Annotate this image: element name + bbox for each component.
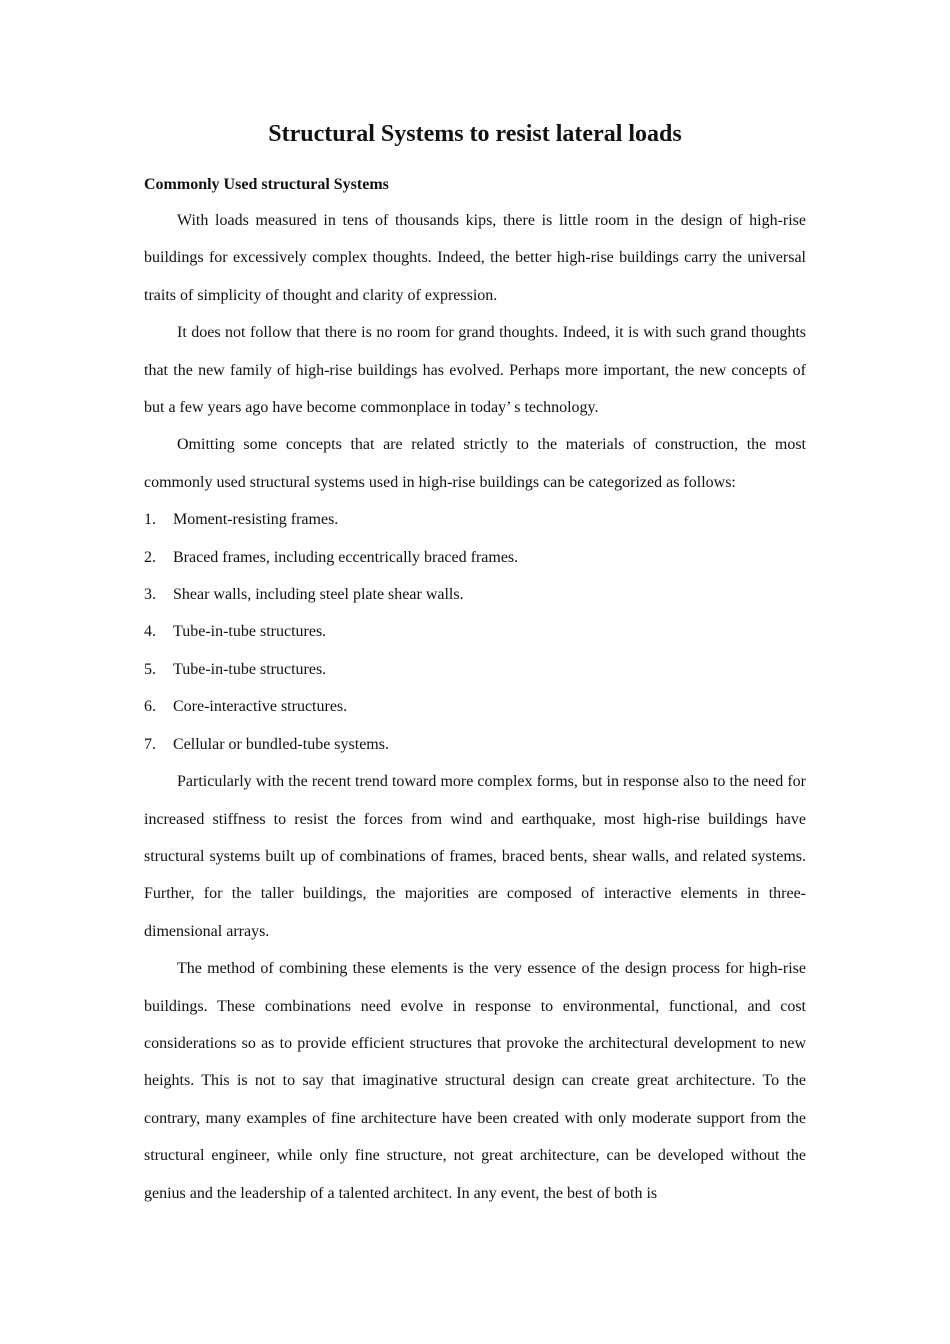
list-item-text: Tube-in-tube structures. — [173, 660, 327, 678]
list-item-text: Moment-resisting frames. — [173, 511, 339, 529]
list-item-text: Core-interactive structures. — [173, 698, 348, 716]
paragraph-4: Particularly with the recent trend toward more complex forms, but in response also to the need for increased stiffness to resist the forces from wind and earthquake, most high-rise buildings have structural systems built up of combinations of frames, braced bents, shear walls, and related systems. Further, for the taller buildings, the majorities are composed of interactive elements in three-dimensional arrays. — [144, 773, 806, 940]
list-item — [144, 576, 806, 613]
list-item — [144, 688, 806, 725]
list-item — [144, 613, 806, 650]
paragraph-5: The method of combining these elements is the very essence of the design process for high-rise buildings. These combinations need evolve in response to environmental, functional, and cost considerations so as to provide efficient structures that provoke the architectural development to new heights. This is not to say that imaginative structural design can create great architecture. To the contrary, many examples of fine architecture have been created with only moderate support from the structural engineer, while only fine structure, not great architecture, can be developed without the genius and the leadership of a talented architect. In any event, the best of both is — [144, 960, 806, 1202]
list-item-number: 2. — [144, 548, 156, 566]
list-item-text: Shear walls, including steel plate shear walls. — [173, 586, 464, 604]
list-item-number: 1. — [144, 511, 156, 529]
list-item-text: Cellular or bundled-tube systems. — [173, 735, 389, 753]
list-item-number: 5. — [144, 660, 156, 678]
list-item-number: 7. — [144, 735, 156, 753]
list-item — [144, 539, 806, 576]
section-heading: Commonly Used structural Systems — [144, 176, 389, 193]
list-item-text: Tube-in-tube structures. — [173, 623, 327, 641]
list-item — [144, 651, 806, 688]
paragraph-2: It does not follow that there is no room for grand thoughts. Indeed, it is with such grand thoughts that the new family of high-rise buildings has evolved. Perhaps more important, the new concepts of but a few years ago have become commonplace in today’ s technology. — [144, 324, 806, 417]
list-item-text: Braced frames, including eccentrically braced frames. — [173, 548, 519, 566]
paragraph-1: With loads measured in tens of thousands kips, there is little room in the design of high-rise buildings for excessively complex thoughts. Indeed, the better high-rise buildings carry the universal traits of simplicity of thought and clarity of expression. — [144, 212, 806, 304]
structural-systems-list — [144, 501, 806, 763]
list-item — [144, 501, 806, 538]
document-title: Structural Systems to resist lateral loads — [268, 121, 682, 147]
paragraph-3: Omitting some concepts that are related strictly to the materials of construction, the most commonly used structural systems used in high-rise buildings can be categorized as follows: — [144, 436, 806, 491]
document-body — [144, 202, 806, 1212]
list-item-number: 4. — [144, 623, 156, 641]
list-item-number: 3. — [144, 586, 156, 604]
list-item-number: 6. — [144, 698, 156, 716]
list-item — [144, 726, 806, 763]
